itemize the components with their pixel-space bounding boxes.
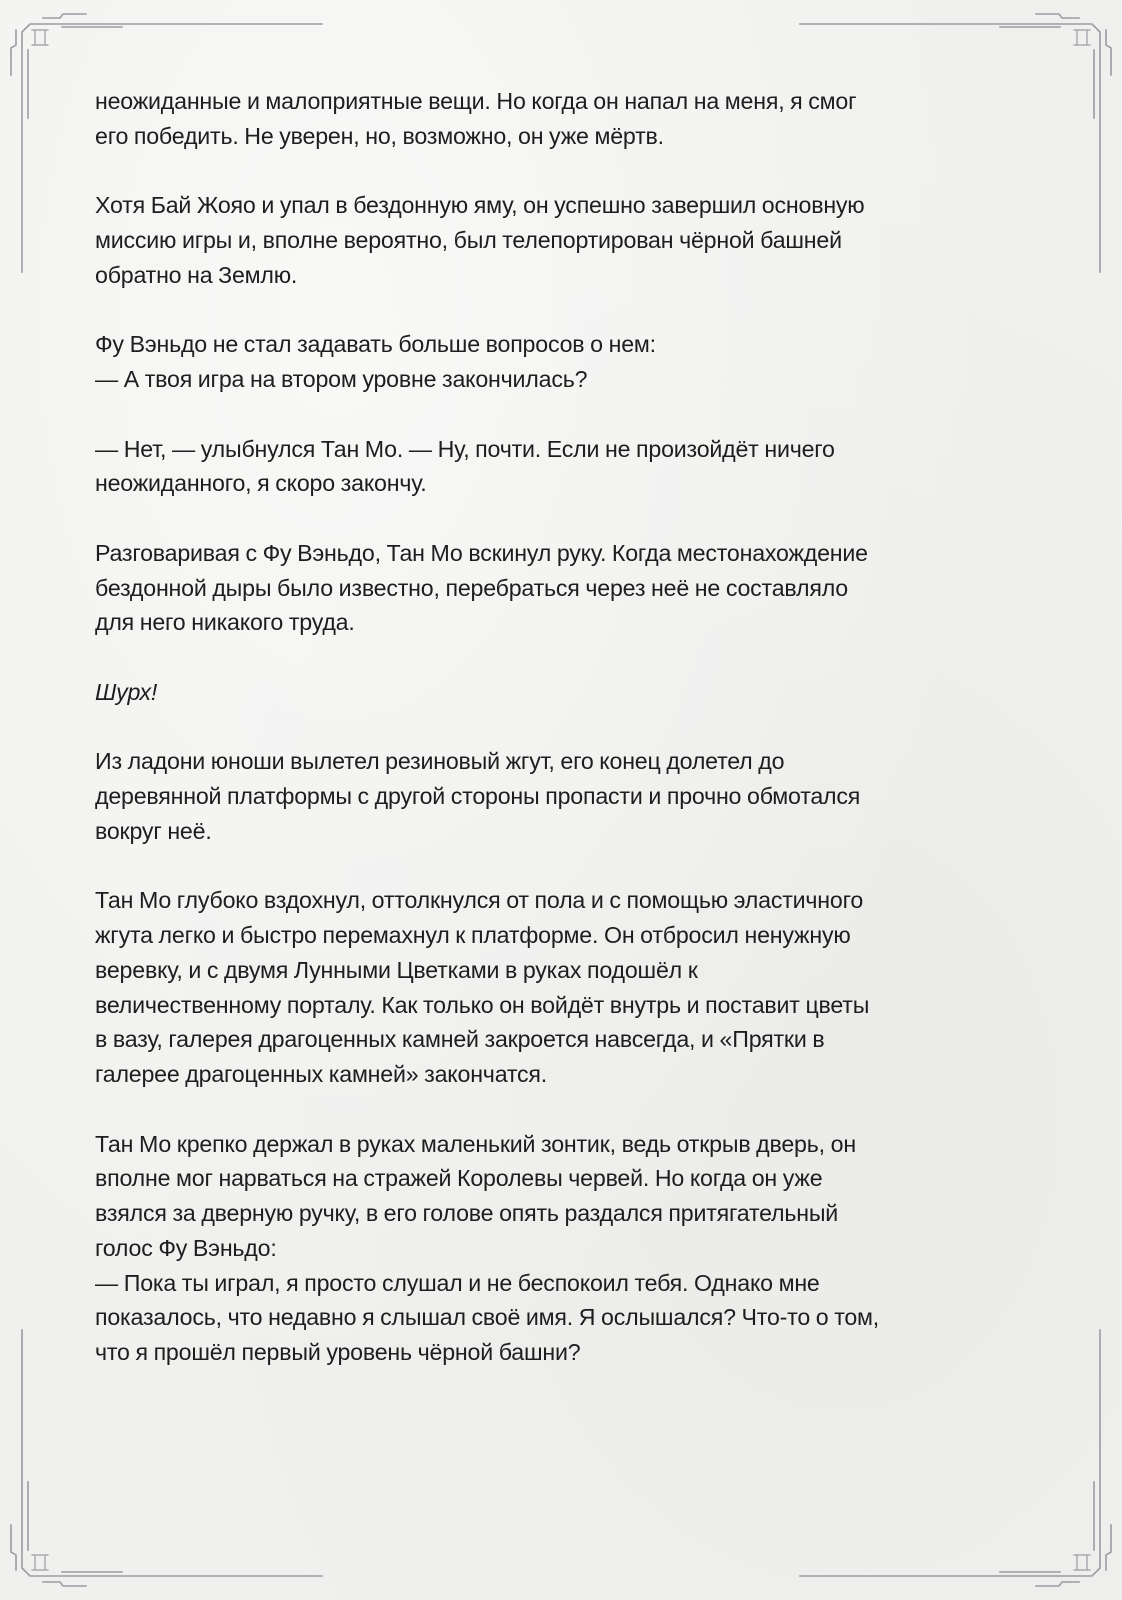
text-line: деревянной платформы с другой стороны пропасти и прочно обмотался <box>95 783 861 809</box>
text-line: неожиданного, я скоро закончу. <box>95 470 427 497</box>
text-line: Тан Мо крепко держал в руках маленький зонтик, ведь открыв дверь, он <box>95 1130 856 1157</box>
text-line: вокруг неё. <box>95 817 212 844</box>
sound-effect-paragraph <box>95 675 1025 710</box>
sound-effect-text: Шурх! <box>95 678 158 705</box>
dialogue-line: — Нет, — улыбнулся Тан Мо. — Ну, почти. Если не произойдёт ничего <box>95 435 835 462</box>
text-line: Разговаривая с Фу Вэньдо, Тан Мо вскинул руку. Когда местонахождение <box>95 539 868 566</box>
text-line: Тан Мо глубоко вздохнул, оттолкнулся от пола и с помощью эластичного <box>95 887 864 914</box>
paragraph <box>95 84 1025 154</box>
text-line: веревку, и с двумя Лунными Цветками в руках подошёл к <box>95 956 698 983</box>
text-line: его победить. Не уверен, но, возможно, он уже мёртв. <box>95 122 664 149</box>
paragraph <box>95 744 1025 848</box>
text-line: величественному порталу. Как только он войдёт внутрь и поставит цветы <box>95 991 870 1018</box>
document-body <box>95 84 1025 1405</box>
text-line: обратно на Землю. <box>95 261 298 288</box>
paragraph <box>95 1127 1025 1370</box>
paragraph <box>95 432 1025 502</box>
paragraph <box>95 327 1025 397</box>
dialogue-line: — А твоя игра на втором уровне закончилась? <box>95 366 588 392</box>
text-line: взялся за дверную ручку, в его голове опять раздался притягательный <box>95 1200 839 1226</box>
text-line: галерее драгоценных камней» закончатся. <box>95 1061 548 1087</box>
text-line: бездонной дыры было известно, перебраться через неё не составляло <box>95 574 848 601</box>
text-line: для него никакого труда. <box>95 609 355 636</box>
paragraph <box>95 883 1025 1092</box>
text-line: показалось, что недавно я слышал своё имя. Я ослышался? Что-то о том, <box>95 1304 880 1331</box>
text-line: в вазу, галерея драгоценных камней закроется навсегда, и «Прятки в <box>95 1026 825 1053</box>
text-line: Хотя Бай Жояо и упал в бездонную яму, он успешно завершил основную <box>95 192 865 219</box>
text-line: Фу Вэньдо не стал задавать больше вопросов о нем: <box>95 331 656 358</box>
paragraph <box>95 536 1025 640</box>
text-line: голос Фу Вэньдо: <box>95 1234 277 1261</box>
text-line: неожиданные и малоприятные вещи. Но когда он напал на меня, я смог <box>95 88 857 114</box>
text-line: Из ладони юноши вылетел резиновый жгут, его конец долетел до <box>95 748 785 775</box>
text-line: жгута легко и быстро перемахнул к платформе. Он отбросил ненужную <box>95 922 851 948</box>
text-line: миссию игры и, вполне вероятно, был телепортирован чёрной башней <box>95 227 842 253</box>
text-line: что я прошёл первый уровень чёрной башни? <box>95 1339 581 1365</box>
paragraph <box>95 188 1025 292</box>
dialogue-line: — Пока ты играл, я просто слушал и не беспокоил тебя. Однако мне <box>95 1269 820 1296</box>
text-line: вполне мог нарваться на стражей Королевы червей. Но когда он уже <box>95 1165 823 1192</box>
